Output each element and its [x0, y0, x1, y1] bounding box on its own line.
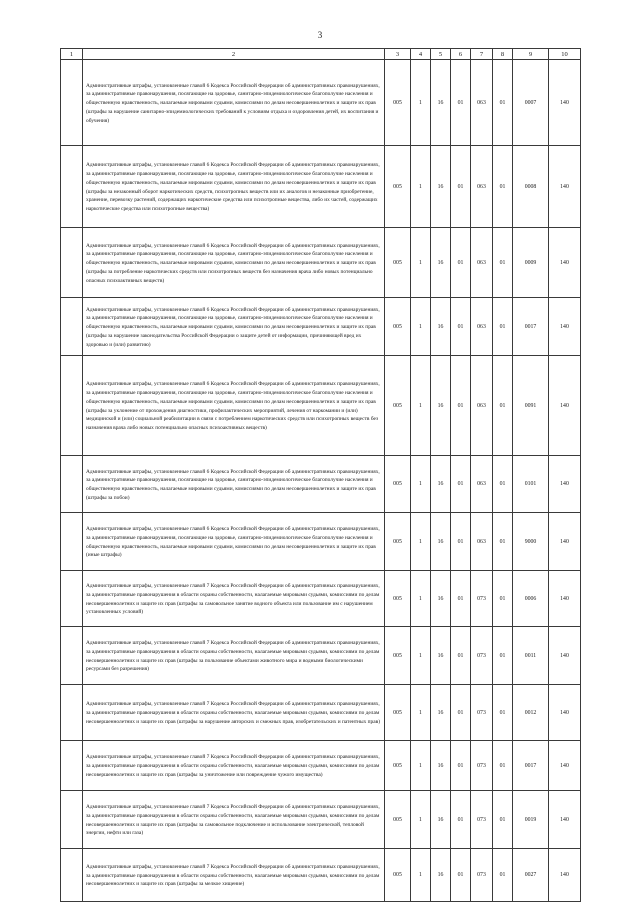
- cell-article: 01: [451, 741, 471, 791]
- cell-article: 01: [451, 513, 471, 571]
- cell-element: 01: [493, 356, 513, 456]
- table-row: [61, 356, 581, 456]
- cell-classification: 140: [549, 60, 581, 146]
- cell-group: 1: [411, 228, 431, 298]
- cell-description: Административные штрафы, установленные главой 6 Кодекса Российской Федерации об административных правонарушениях, за административные правонарушения, посягающие на здоровье, санитарно-эпидемиологическое благополучие населения и общественную нравственность, налагаемые мировыми судьями, комиссиями по делам несовершеннолетних и защите их прав (штрафы за побои): [83, 456, 385, 513]
- cell-admin-code: 005: [385, 685, 411, 741]
- cell-subgroup: 16: [431, 627, 451, 685]
- cell-program-code: 0009: [513, 228, 549, 298]
- column-header: 10: [549, 49, 581, 60]
- table-row: [61, 791, 581, 849]
- cell-index: [61, 627, 83, 685]
- cell-subgroup: 16: [431, 60, 451, 146]
- cell-element: 01: [493, 627, 513, 685]
- table-row: [61, 849, 581, 902]
- table-row: [61, 627, 581, 685]
- cell-classification: 140: [549, 456, 581, 513]
- cell-article: 01: [451, 627, 471, 685]
- cell-article: 01: [451, 356, 471, 456]
- column-header: 9: [513, 49, 549, 60]
- cell-program-code: 0006: [513, 571, 549, 627]
- cell-index: [61, 356, 83, 456]
- cell-description: Административные штрафы, установленные главой 7 Кодекса Российской Федерации об административных правонарушениях, за административные правонарушения в области охраны собственности, налагаемые мировыми судьями, комиссиями по делам несовершеннолетних и защите их прав (штрафы за самовольное занятие водного объекта или пользование им с нарушением установленных условий): [83, 571, 385, 627]
- cell-admin-code: 005: [385, 228, 411, 298]
- cell-subarticle: 073: [471, 571, 493, 627]
- cell-program-code: 0017: [513, 298, 549, 356]
- cell-description: Административные штрафы, установленные главой 7 Кодекса Российской Федерации об административных правонарушениях, за административные правонарушения в области охраны собственности, налагаемые мировыми судьями, комиссиями по делам несовершеннолетних и защите их прав (штрафы за мелкое хищение): [83, 849, 385, 902]
- cell-subarticle: 073: [471, 849, 493, 902]
- cell-program-code: 0008: [513, 146, 549, 228]
- cell-group: 1: [411, 146, 431, 228]
- cell-element: 01: [493, 685, 513, 741]
- cell-subarticle: 063: [471, 146, 493, 228]
- cell-program-code: 0011: [513, 627, 549, 685]
- column-header: 3: [385, 49, 411, 60]
- cell-element: 01: [493, 298, 513, 356]
- cell-subgroup: 16: [431, 298, 451, 356]
- table-row: [61, 228, 581, 298]
- cell-article: 01: [451, 298, 471, 356]
- column-header: 6: [451, 49, 471, 60]
- cell-group: 1: [411, 456, 431, 513]
- cell-admin-code: 005: [385, 146, 411, 228]
- cell-article: 01: [451, 571, 471, 627]
- cell-subgroup: 16: [431, 356, 451, 456]
- cell-element: 01: [493, 571, 513, 627]
- cell-index: [61, 146, 83, 228]
- cell-group: 1: [411, 298, 431, 356]
- cell-subarticle: 063: [471, 513, 493, 571]
- cell-index: [61, 60, 83, 146]
- cell-description: Административные штрафы, установленные главой 6 Кодекса Российской Федерации об административных правонарушениях, за административные правонарушения, посягающие на здоровье, санитарно-эпидемиологическое благополучие населения и общественную нравственность, налагаемые мировыми судьями, комиссиями по делам несовершеннолетних и защите их прав (иные штрафы): [83, 513, 385, 571]
- cell-subgroup: 16: [431, 741, 451, 791]
- cell-subarticle: 073: [471, 685, 493, 741]
- column-header: 8: [493, 49, 513, 60]
- column-header: 4: [411, 49, 431, 60]
- cell-classification: 140: [549, 146, 581, 228]
- cell-subarticle: 063: [471, 456, 493, 513]
- cell-index: [61, 791, 83, 849]
- cell-program-code: 0101: [513, 456, 549, 513]
- cell-admin-code: 005: [385, 456, 411, 513]
- cell-program-code: 0017: [513, 741, 549, 791]
- cell-element: 01: [493, 228, 513, 298]
- table-row: [61, 298, 581, 356]
- cell-group: 1: [411, 356, 431, 456]
- column-header: 5: [431, 49, 451, 60]
- table-row: [61, 741, 581, 791]
- cell-description: Административные штрафы, установленные главой 7 Кодекса Российской Федерации об административных правонарушениях, за административные правонарушения в области охраны собственности, налагаемые мировыми судьями, комиссиями по делам несовершеннолетних и защите их прав (штрафы за нарушение авторских и смежных прав, изобретательских и патентных прав): [83, 685, 385, 741]
- cell-group: 1: [411, 791, 431, 849]
- cell-index: [61, 741, 83, 791]
- cell-subgroup: 16: [431, 685, 451, 741]
- cell-article: 01: [451, 60, 471, 146]
- budget-codes-table: [60, 48, 581, 902]
- column-header: 2: [83, 49, 385, 60]
- cell-group: 1: [411, 849, 431, 902]
- cell-program-code: 9000: [513, 513, 549, 571]
- cell-subarticle: 063: [471, 60, 493, 146]
- cell-subgroup: 16: [431, 146, 451, 228]
- cell-classification: 140: [549, 298, 581, 356]
- cell-admin-code: 005: [385, 741, 411, 791]
- cell-index: [61, 513, 83, 571]
- cell-classification: 140: [549, 685, 581, 741]
- cell-description: Административные штрафы, установленные главой 7 Кодекса Российской Федерации об административных правонарушениях, за административные правонарушения в области охраны собственности, налагаемые мировыми судьями, комиссиями по делам несовершеннолетних и защите их прав (штрафы за уничтожение или повреждение чужого имущества): [83, 741, 385, 791]
- cell-classification: 140: [549, 356, 581, 456]
- cell-element: 01: [493, 849, 513, 902]
- cell-subarticle: 073: [471, 741, 493, 791]
- cell-subarticle: 063: [471, 298, 493, 356]
- cell-group: 1: [411, 60, 431, 146]
- cell-index: [61, 685, 83, 741]
- cell-description: Административные штрафы, установленные главой 6 Кодекса Российской Федерации об административных правонарушениях, за административные правонарушения, посягающие на здоровье, санитарно-эпидемиологическое благополучие населения и общественную нравственность, налагаемые мировыми судьями, комиссиями по делам несовершеннолетних и защите их прав (штрафы за нарушение законодательства Российской Федерации о защите детей от информации, причиняющей вред их здоровью и (или) развитию): [83, 298, 385, 356]
- cell-element: 01: [493, 513, 513, 571]
- cell-subarticle: 073: [471, 791, 493, 849]
- cell-index: [61, 298, 83, 356]
- cell-subarticle: 063: [471, 356, 493, 456]
- cell-subgroup: 16: [431, 456, 451, 513]
- cell-description: Административные штрафы, установленные главой 7 Кодекса Российской Федерации об административных правонарушениях, за административные правонарушения в области охраны собственности, налагаемые мировыми судьями, комиссиями по делам несовершеннолетних и защите их прав (штрафы за самовольное подключение и использование электрической, тепловой энергии, нефти или газа): [83, 791, 385, 849]
- cell-admin-code: 005: [385, 791, 411, 849]
- cell-group: 1: [411, 685, 431, 741]
- cell-program-code: 0091: [513, 356, 549, 456]
- table-row: [61, 571, 581, 627]
- header-row: [61, 49, 581, 60]
- table-row: [61, 456, 581, 513]
- cell-element: 01: [493, 456, 513, 513]
- cell-index: [61, 849, 83, 902]
- cell-admin-code: 005: [385, 627, 411, 685]
- cell-element: 01: [493, 146, 513, 228]
- cell-classification: 140: [549, 513, 581, 571]
- cell-description: Административные штрафы, установленные главой 6 Кодекса Российской Федерации об административных правонарушениях, за административные правонарушения, посягающие на здоровье, санитарно-эпидемиологическое благополучие населения и общественную нравственность, налагаемые мировыми судьями, комиссиями по делам несовершеннолетних и защите их прав (штрафы за уклонение от прохождения диагностики, профилактических мероприятий, лечения от наркомании и (или) медицинской и (или) социальной реабилитации в связи с потреблением наркотических средств или психотропных веществ без назначения врача либо новых потенциально опасных психоактивных веществ): [83, 356, 385, 456]
- cell-admin-code: 005: [385, 513, 411, 571]
- cell-element: 01: [493, 60, 513, 146]
- cell-article: 01: [451, 685, 471, 741]
- column-header: 1: [61, 49, 83, 60]
- cell-program-code: 0027: [513, 849, 549, 902]
- cell-description: Административные штрафы, установленные главой 7 Кодекса Российской Федерации об административных правонарушениях, за административные правонарушения в области охраны собственности, налагаемые мировыми судьями, комиссиями по делам несовершеннолетних и защите их прав (штрафы за пользование объектами животного мира и водными биологическими ресурсами без разрешения): [83, 627, 385, 685]
- cell-article: 01: [451, 456, 471, 513]
- cell-classification: 140: [549, 228, 581, 298]
- cell-admin-code: 005: [385, 571, 411, 627]
- cell-description: Административные штрафы, установленные главой 6 Кодекса Российской Федерации об административных правонарушениях, за административные правонарушения, посягающие на здоровье, санитарно-эпидемиологическое благополучие населения и общественную нравственность, налагаемые мировыми судьями, комиссиями по делам несовершеннолетних и защите их прав (штрафы за незаконный оборот наркотических средств, психотропных веществ или их аналогов и незаконные приобретение, хранение, перевозку растений, содержащих наркотические средства или психотропные вещества, либо их частей, содержащих наркотические средства или психотропные вещества): [83, 146, 385, 228]
- cell-subgroup: 16: [431, 791, 451, 849]
- cell-group: 1: [411, 741, 431, 791]
- cell-group: 1: [411, 627, 431, 685]
- cell-program-code: 0012: [513, 685, 549, 741]
- cell-program-code: 0007: [513, 60, 549, 146]
- cell-article: 01: [451, 146, 471, 228]
- table-row: [61, 685, 581, 741]
- cell-subarticle: 063: [471, 228, 493, 298]
- cell-classification: 140: [549, 849, 581, 902]
- cell-description: Административные штрафы, установленные главой 6 Кодекса Российской Федерации об административных правонарушениях, за административные правонарушения, посягающие на здоровье, санитарно-эпидемиологическое благополучие населения и общественную нравственность, налагаемые мировыми судьями, комиссиями по делам несовершеннолетних и защите их прав (штрафы за потребление наркотических средств или психотропных веществ без назначения врача либо новых потенциально опасных психоактивных веществ): [83, 228, 385, 298]
- cell-element: 01: [493, 741, 513, 791]
- cell-article: 01: [451, 791, 471, 849]
- cell-index: [61, 228, 83, 298]
- cell-group: 1: [411, 571, 431, 627]
- cell-index: [61, 456, 83, 513]
- cell-element: 01: [493, 791, 513, 849]
- cell-program-code: 0019: [513, 791, 549, 849]
- table-row: [61, 146, 581, 228]
- cell-article: 01: [451, 849, 471, 902]
- cell-admin-code: 005: [385, 298, 411, 356]
- table-row: [61, 513, 581, 571]
- cell-classification: 140: [549, 741, 581, 791]
- table-row: [61, 60, 581, 146]
- cell-subarticle: 073: [471, 627, 493, 685]
- cell-classification: 140: [549, 627, 581, 685]
- cell-admin-code: 005: [385, 356, 411, 456]
- cell-admin-code: 005: [385, 849, 411, 902]
- cell-classification: 140: [549, 791, 581, 849]
- cell-subgroup: 16: [431, 571, 451, 627]
- cell-subgroup: 16: [431, 228, 451, 298]
- cell-index: [61, 571, 83, 627]
- cell-subgroup: 16: [431, 849, 451, 902]
- column-header: 7: [471, 49, 493, 60]
- cell-subgroup: 16: [431, 513, 451, 571]
- cell-description: Административные штрафы, установленные главой 6 Кодекса Российской Федерации об административных правонарушениях, за административные правонарушения, посягающие на здоровье, санитарно-эпидемиологическое благополучие населения и общественную нравственность, налагаемые мировыми судьями, комиссиями по делам несовершеннолетних и защите их прав (штрафы за нарушение санитарно-эпидемиологических требований к условиям отдыха и оздоровления детей, их воспитания и обучения): [83, 60, 385, 146]
- cell-group: 1: [411, 513, 431, 571]
- cell-classification: 140: [549, 571, 581, 627]
- cell-admin-code: 005: [385, 60, 411, 146]
- cell-article: 01: [451, 228, 471, 298]
- page-number: 3: [317, 30, 323, 40]
